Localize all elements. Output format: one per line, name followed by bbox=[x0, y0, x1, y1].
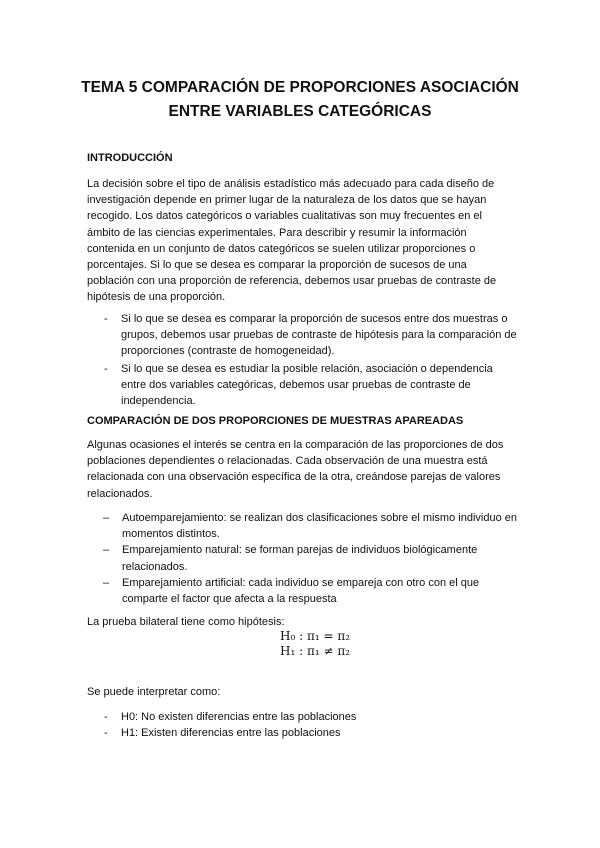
dash-bullet: - bbox=[104, 313, 108, 325]
list-item bbox=[104, 725, 517, 741]
document-title bbox=[60, 76, 540, 124]
list-item bbox=[104, 709, 517, 725]
dash-bullet: - bbox=[104, 727, 108, 740]
list-item-text: Autoemparejamiento: se realizan dos clasificaciones sobre el mismo individuo en momentos distintos. bbox=[122, 512, 517, 541]
list-item-text: H0: No existen diferencias entre las poblaciones bbox=[121, 711, 357, 723]
interpret-intro: Se puede interpretar como: bbox=[87, 686, 221, 698]
dash-bullet: - bbox=[104, 711, 108, 723]
list-item bbox=[103, 575, 517, 607]
dash-bullet: - bbox=[104, 362, 108, 375]
list-item-text: H1: Existen diferencias entre las poblaciones bbox=[121, 727, 341, 740]
intro-paragraph: La decisión sobre el tipo de análisis estadístico más adecuado para cada diseño de investigación depende en primer lugar de la naturaleza de los datos que se hayan recogido. Los datos categóricos o variables cualitativas son muy frecuentes en el ámbito de las ciencias experimentales. Para describir y resumir la información contenida en un conjunto de datos categóricos se suelen utilizar proporciones o porcentajes. Si lo que se desea es comparar la proporción de sucesos de una población con una proporción de referencia, debemos usar pruebas de contraste de hipótesis de una proporción. bbox=[87, 178, 497, 304]
title-line-1: TEMA 5 COMPARACIÓN DE PROPORCIONES ASOCIACIÓN bbox=[81, 79, 519, 96]
intro-heading: INTRODUCCIÓN bbox=[87, 152, 173, 164]
list-item bbox=[104, 311, 517, 360]
list-item-text: Si lo que se desea es comparar la proporción de sucesos entre dos muestras o grupos, debemos usar pruebas de contraste de hipótesis para la comparación de proporciones (contraste de homogeneidad). bbox=[121, 313, 517, 358]
list-item-text: Emparejamiento natural: se forman parejas de individuos biológicamente relacionados. bbox=[122, 544, 478, 573]
interpretation-list bbox=[104, 709, 517, 741]
list-item-text: Emparejamiento artificial: cada individuo se empareja con otro con el que comparte el factor que afecta a la respuesta bbox=[122, 576, 480, 606]
title-line-2: ENTRE VARIABLES CATEGÓRICAS bbox=[168, 103, 432, 120]
list-item bbox=[103, 542, 517, 574]
dash-bullet: – bbox=[103, 544, 110, 557]
dash-bullet: – bbox=[103, 512, 110, 524]
pairing-types-list bbox=[103, 510, 517, 607]
test-intro: La prueba bilateral tiene como hipótesis: bbox=[87, 616, 285, 628]
dash-bullet: – bbox=[103, 576, 110, 589]
paired-heading: COMPARACIÓN DE DOS PROPORCIONES DE MUESTRAS APAREADAS bbox=[87, 415, 464, 427]
list-item bbox=[104, 361, 517, 410]
list-item bbox=[103, 510, 517, 542]
alternative-hypothesis: H₁ : π₁ ≠ π₂ bbox=[280, 644, 351, 658]
paired-paragraph: Algunas ocasiones el interés se centra en la comparación de las proporciones de dos poblaciones dependientes o relacionadas. Cada observación de una muestra está relacionada con una observación específica de la otra, creándose parejas de valores relacionados. bbox=[87, 439, 504, 500]
hypotheses-formula bbox=[280, 629, 350, 659]
null-hypothesis: H₀ : π₁ = π₂ bbox=[280, 629, 351, 643]
list-item-text: Si lo que se desea es estudiar la posible relación, asociación o dependencia entre dos variables categóricas, debemos usar pruebas de contraste de independencia. bbox=[121, 362, 493, 408]
intro-bullet-list bbox=[104, 311, 517, 409]
